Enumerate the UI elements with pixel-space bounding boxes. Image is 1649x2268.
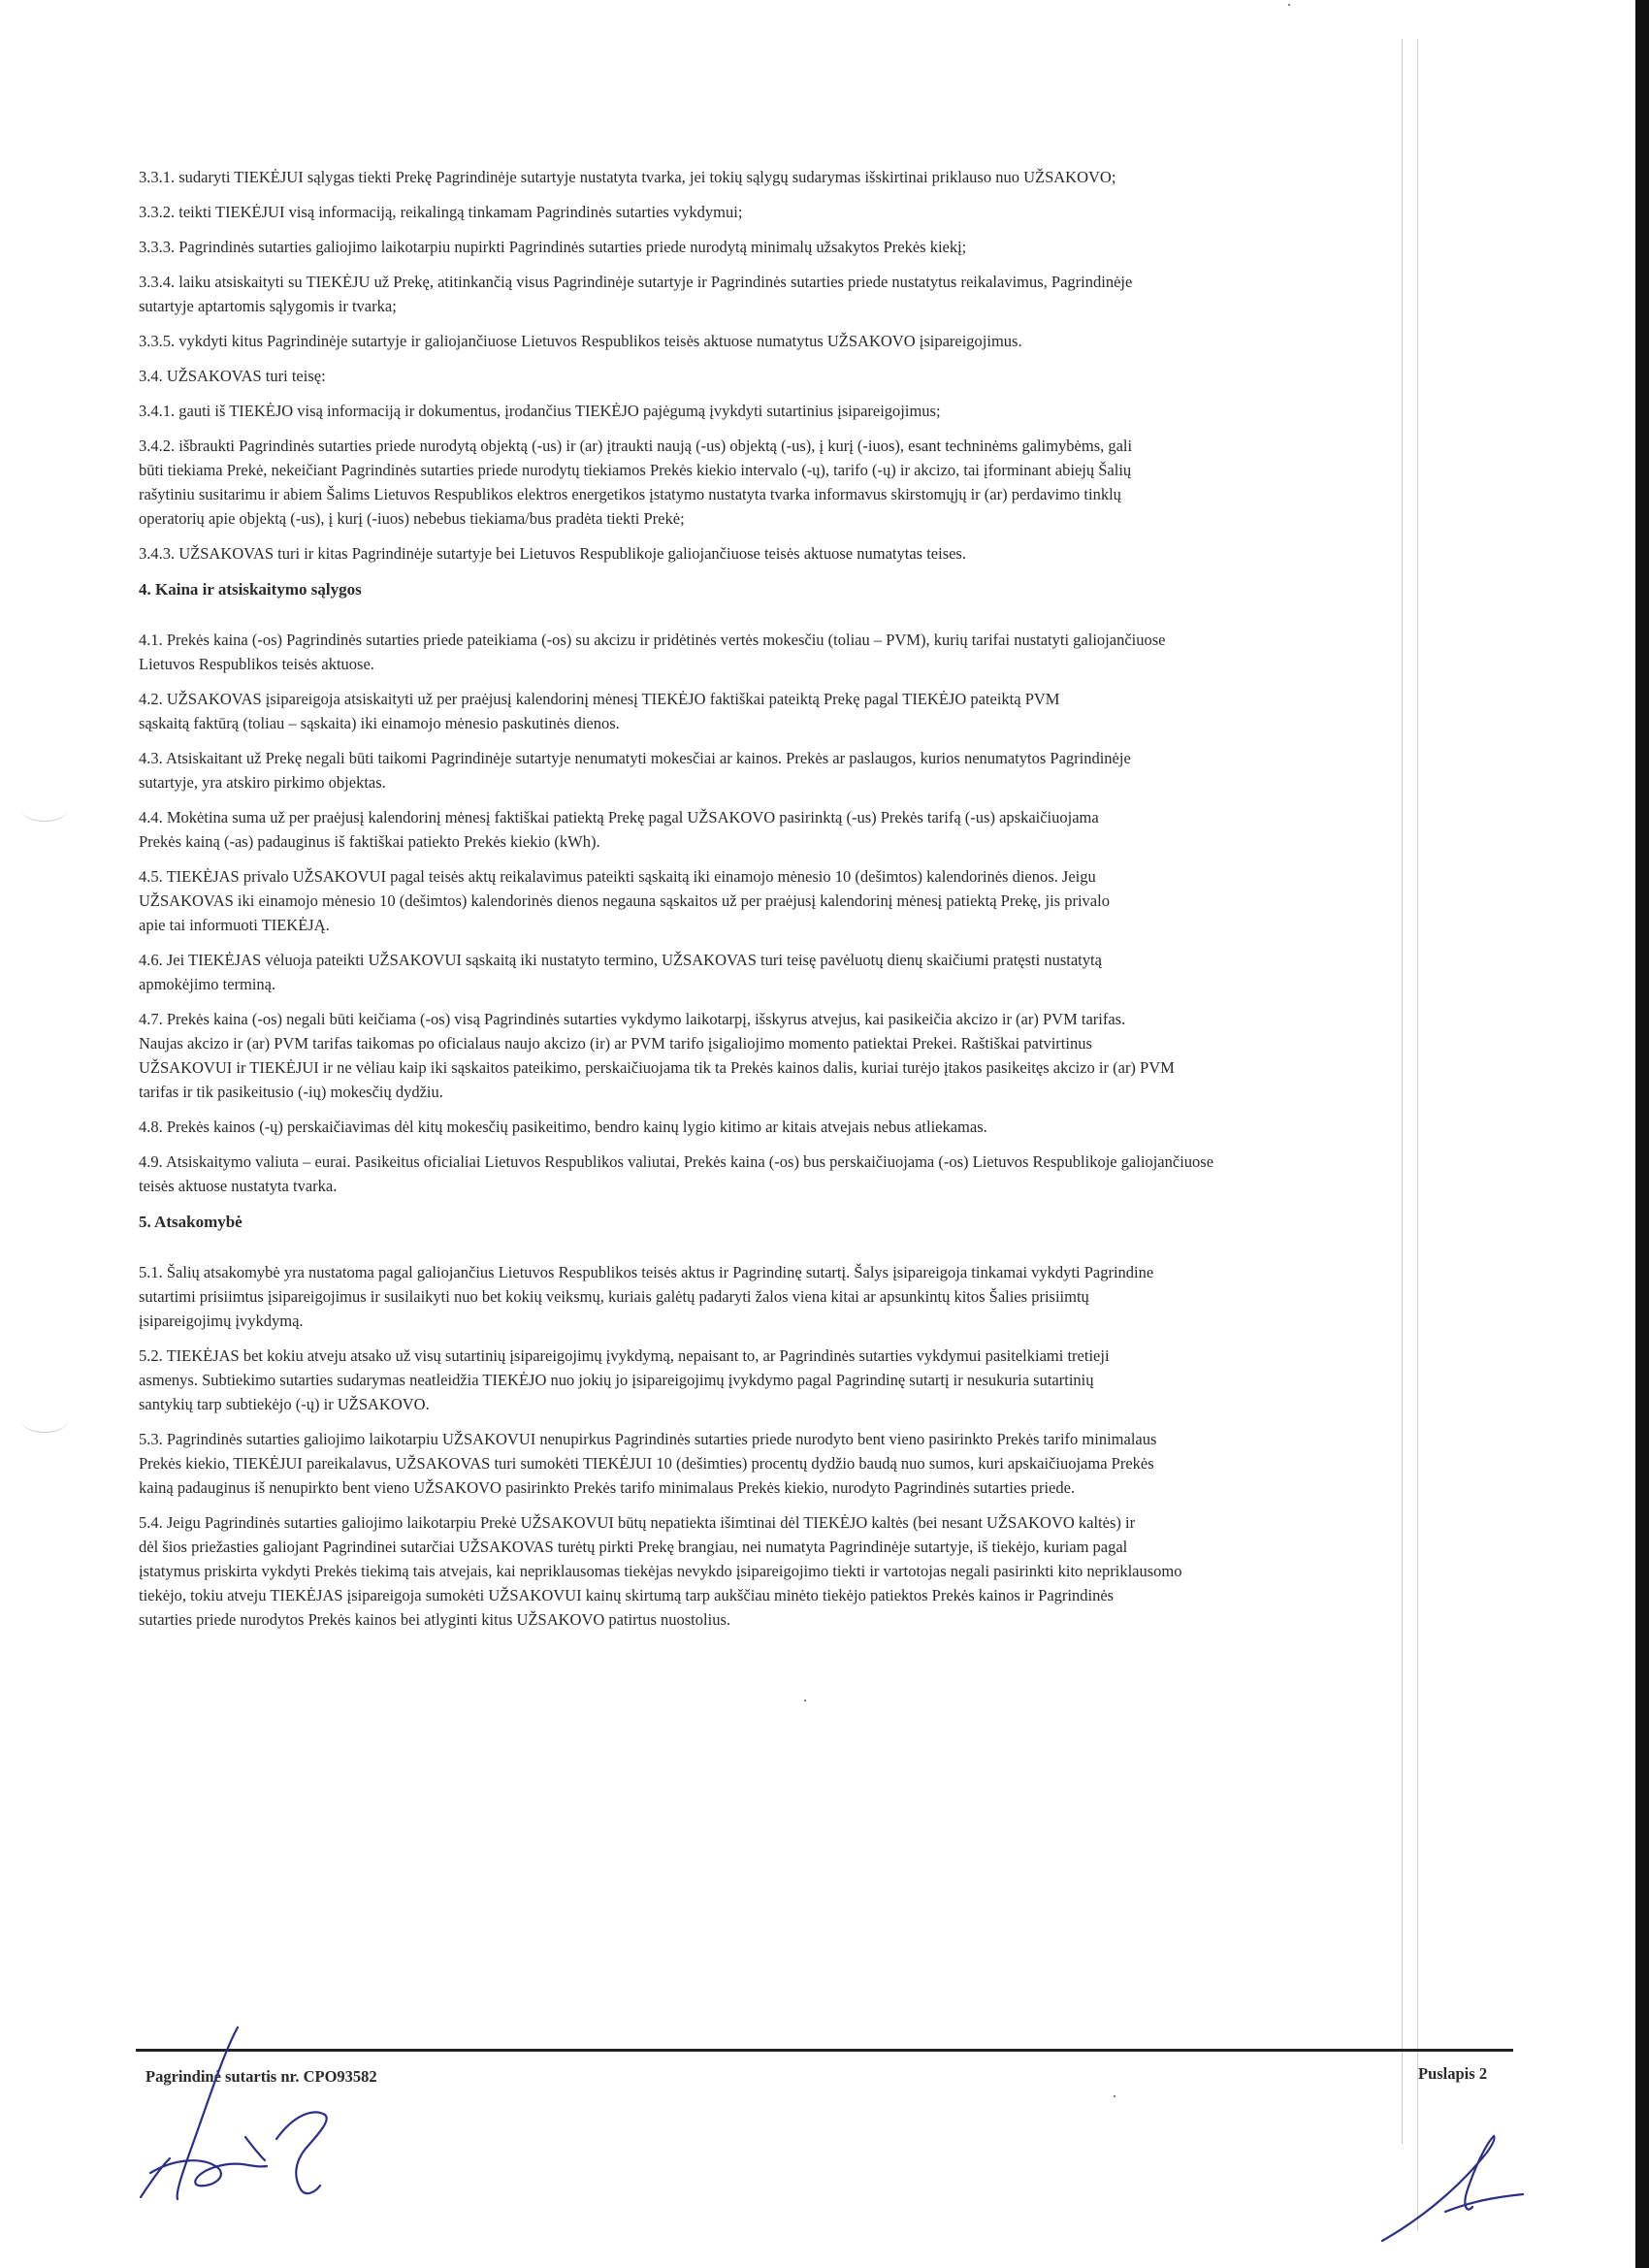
scan-edge <box>1635 0 1649 2268</box>
clause-text: 3.3.4. laiku atsiskaityti su TIEKĖJU už Prekę, atitinkančią visus Pagrindinėje sutartyje ir Pagrindinės sutarties priede nustatytus reikalavimus, Pagrindinėje <box>139 273 1133 291</box>
paragraph-continuation: sąskaitą faktūrą (toliau – sąskaita) iki einamojo mėnesio paskutinės dienos. <box>139 714 620 732</box>
scan-speck <box>1288 4 1290 6</box>
signature-right <box>1377 2124 1533 2251</box>
paragraph-continuation: teisės aktuose nustatyta tvarka. <box>139 1177 338 1195</box>
clause-text: 3.3.1. sudaryti TIEKĖJUI sąlygas tiekti Prekę Pagrindinėje sutartyje nustatyta tvarka, jei tokių sąlygų sudarymas išskirtinai priklauso nuo UŽSAKOVO; <box>139 168 1116 186</box>
paragraph-continuation: įsipareigojimų įvykdymą. <box>139 1312 304 1330</box>
paragraph-continuation: operatorių apie objektą (-us), į kurį (-iuos) nebebus tiekiama/bus pradėta tiekti Prekė; <box>139 509 685 528</box>
document-body <box>139 165 1497 1642</box>
paragraph-continuation: Prekės kiekio, TIEKĖJUI pareikalavus, UŽSAKOVAS turi sumokėti TIEKĖJUI 10 (dešimties) procentų dydžio baudą nuo sumos, kuri apskaičiuojama Prekės <box>139 1454 1154 1473</box>
paragraph-continuation: Lietuvos Respublikos teisės aktuose. <box>139 655 374 673</box>
clause-text: 5.4. Jeigu Pagrindinės sutarties galiojimo laikotarpiu Prekė UŽSAKOVUI būtų nepatiekta išimtinai dėl TIEKĖJO kaltės (bei nesant UŽSAKOVO kaltės) ir <box>139 1513 1136 1532</box>
scan-speck <box>804 1700 806 1701</box>
paragraph-continuation: UŽSAKOVAS iki einamojo mėnesio 10 (dešimtos) kalendorinės dienos negauna sąskaitos už per praėjusį kalendorinį mėnesį patiektą Prekę, jis privalo <box>139 891 1110 910</box>
punch-hole-mark <box>21 1409 68 1433</box>
clause-text: 3.3.2. teikti TIEKĖJUI visą informaciją, reikalingą tinkamam Pagrindinės sutarties vykdymui; <box>139 203 743 221</box>
paragraph-continuation: sutartyje, yra atskiro pirkimo objektas. <box>139 773 386 792</box>
clause-text: 3.3.5. vykdyti kitus Pagrindinėje sutartyje ir galiojančiuose Lietuvos Respublikos teisės aktuose numatytus UŽSAKOVO įsipareigojimus. <box>139 332 1022 350</box>
clause-text: 5.2. TIEKĖJAS bet kokiu atveju atsako už visų sutartinių įsipareigojimų įvykdymą, nepaisant to, ar Pagrindinės sutarties vykdymui pasitelkiami tretieji <box>139 1346 1110 1365</box>
clause-text: 4.8. Prekės kainos (-ų) perskaičiavimas dėl kitų mokesčių pasikeitimo, bendro kainų lygio kitimo ar kitais atvejais nebus atliekamas. <box>139 1118 987 1136</box>
scan-speck <box>1114 2095 1116 2097</box>
paragraph-continuation: UŽSAKOVUI ir TIEKĖJUI ir ne vėliau kaip iki sąskaitos pateikimo, perskaičiuojama tik ta Prekės kainos dalis, kuriai turėjo įtakos pasikeitęs akcizo ir (ar) PVM <box>139 1058 1175 1077</box>
clause-text: 4.6. Jei TIEKĖJAS vėluoja pateikti UŽSAKOVUI sąskaitą iki nustatyto termino, UŽSAKOVAS turi teisę pavėluotų dienų skaičiumi pratęsti nustatytą <box>139 951 1102 969</box>
signature-left <box>131 2023 393 2226</box>
paragraph-continuation: sutartimi prisiimtus įsipareigojimus ir susilaikyti nuo bet kokių veiksmų, kuriais galėtų padaryti žalos viena kitai ar apsunkintų kitos Šalies prisiimtų <box>139 1287 1089 1306</box>
paragraph-continuation: asmenys. Subtiekimo sutarties sudarymas neatleidžia TIEKĖJO nuo jokių jo įsipareigojimų įvykdymo pagal Pagrindinę sutartį ir nesukuria sutartinių <box>139 1371 1094 1389</box>
clause-text: 4.3. Atsiskaitant už Prekę negali būti taikomi Pagrindinėje sutartyje nenumatyti mokesčiai ar kainos. Prekės ar paslaugos, kurios nenumatytos Pagrindinėje <box>139 749 1131 767</box>
paragraph-continuation: būti tiekiama Prekė, nekeičiant Pagrindinės sutarties priede nurodytų tiekiamos Prekės kiekio intervalo (-ų), tarifo (-ų) ir akcizo, tai įforminant abiejų Šalių <box>139 461 1132 479</box>
paragraph-continuation: Naujas akcizo ir (ar) PVM tarifas taikomas po oficialaus naujo akcizo (ir) ar PVM tarifo įsigaliojimo momento patiektai Prekei. Raštiškai patvirtinus <box>139 1034 1092 1053</box>
clause-text: 5.1. Šalių atsakomybė yra nustatoma pagal galiojančius Lietuvos Respublikos teisės aktus ir Pagrindinę sutartį. Šalys įsipareigoja tinkamai vykdyti Pagrindine <box>139 1263 1154 1281</box>
paragraph-continuation: kainą padauginus iš nenupirkto bent vieno UŽSAKOVO pasirinkto Prekės tarifo minimalaus Prekės kiekio, nurodyto Pagrindinės sutarties priede. <box>139 1478 1076 1497</box>
paragraph-continuation: dėl šios priežasties galiojant Pagrindinei sutarčiai UŽSAKOVAS turėtų pirkti Prekę brangiau, nei numatyta Pagrindinėje sutartyje, iš tiekėjo, kuriam pagal <box>139 1538 1128 1556</box>
paragraph-continuation: santykių tarp subtiekėjo (-ų) ir UŽSAKOVO. <box>139 1395 430 1413</box>
clause-text: 3.4.2. išbraukti Pagrindinės sutarties priede nurodytą objektą (-us) ir (ar) įtraukti naują (-us) objektą (-us), į kurį (-iuos), esant techninėms galimybėms, gali <box>139 437 1133 455</box>
clause-text: 4.9. Atsiskaitymo valiuta – eurai. Pasikeitus oficialiai Lietuvos Respublikos valiutai, Prekės kaina (-os) bus perskaičiuojama (-os) Lietuvos Respublikoje galiojančiuose <box>139 1152 1214 1171</box>
clause-text: 3.3.3. Pagrindinės sutarties galiojimo laikotarpiu nupirkti Pagrindinės sutarties priede nurodytą minimalų užsakytos Prekės kiekį; <box>139 238 967 256</box>
paragraph-continuation: apie tai informuoti TIEKĖJĄ. <box>139 916 330 934</box>
clause-text: 4.7. Prekės kaina (-os) negali būti keičiama (-os) visą Pagrindinės sutarties vykdymo laikotarpį, išskyrus atvejus, kai pasikeičia akcizo ir (ar) PVM tarifas. <box>139 1010 1126 1028</box>
paragraph-continuation: tarifas ir tik pasikeitusio (-ių) mokesčių dydžiu. <box>139 1083 443 1101</box>
paragraph-continuation: sutartyje aptartomis sąlygomis ir tvarka; <box>139 297 397 315</box>
section-heading: 4. Kaina ir atsiskaitymo sąlygos <box>139 580 362 599</box>
footer-page-number: Puslapis 2 <box>1418 2064 1488 2083</box>
paragraph-continuation: apmokėjimo terminą. <box>139 975 276 993</box>
punch-hole-mark <box>21 797 68 822</box>
paragraph-continuation: įstatymus priskirta vykdyti Prekės tiekimą tais atvejais, kai nepriklausomas tiekėjas nevykdo įsipareigojimo tiekti ir vartotojas negali pasirinkti kito nepriklausomo <box>139 1562 1182 1580</box>
paragraph-continuation: rašytiniu susitarimu ir abiem Šalims Lietuvos Respublikos elektros energetikos įstatymo nustatyta tvarka informavus skirstomųjų ir (ar) perdavimo tinklų <box>139 485 1121 503</box>
section-heading: 5. Atsakomybė <box>139 1213 242 1231</box>
footer-contract-number: Pagrindinė sutartis nr. CPO93582 <box>146 2067 377 2086</box>
clause-text: 4.4. Mokėtina suma už per praėjusį kalendorinį mėnesį faktiškai patiektą Prekę pagal UŽSAKOVO pasirinktą (-us) Prekės tarifą (-us) apskaičiuojama <box>139 808 1099 826</box>
clause-text: 3.4.3. UŽSAKOVAS turi ir kitas Pagrindinėje sutartyje bei Lietuvos Respublikoje galiojančiuose teisės aktuose numatytas teises. <box>139 544 966 563</box>
clause-text: 4.5. TIEKĖJAS privalo UŽSAKOVUI pagal teisės aktų reikalavimus pateikti sąskaitą iki einamojo mėnesio 10 (dešimtos) kalendorinės dienos. Jeigu <box>139 867 1096 886</box>
paragraph-continuation: Prekės kainą (-as) padauginus iš faktiškai patiekto Prekės kiekio (kWh). <box>139 832 600 851</box>
clause-text: 4.1. Prekės kaina (-os) Pagrindinės sutarties priede pateikiama (-os) su akcizu ir pridėtinės vertės mokesčiu (toliau – PVM), kurių tarifai nustatyti galiojančiuose <box>139 631 1166 649</box>
paragraph-continuation: sutarties priede nurodytos Prekės kainos bei atlyginti kitus UŽSAKOVO patirtus nuostolius. <box>139 1610 730 1629</box>
clause-text: 3.4. UŽSAKOVAS turi teisę: <box>139 367 326 385</box>
paragraph-continuation: tiekėjo, tokiu atveju TIEKĖJAS įsipareigoja sumokėti UŽSAKOVUI kainų skirtumą tarp aukščiau minėto tiekėjo patiektos Prekės kainos ir Pagrindinės <box>139 1586 1115 1604</box>
clause-text: 3.4.1. gauti iš TIEKĖJO visą informaciją ir dokumentus, įrodančius TIEKĖJO pajėgumą įvykdyti sutartinius įsipareigojimus; <box>139 402 941 420</box>
clause-text: 4.2. UŽSAKOVAS įsipareigoja atsiskaityti už per praėjusį kalendorinį mėnesį TIEKĖJO faktiškai pateiktą Prekę pagal TIEKĖJO pateiktą PVM <box>139 690 1060 708</box>
clause-text: 5.3. Pagrindinės sutarties galiojimo laikotarpiu UŽSAKOVUI nenupirkus Pagrindinės sutarties priede nurodyto bent vieno pasirinkto Prekės tarifo minimalaus <box>139 1430 1157 1448</box>
